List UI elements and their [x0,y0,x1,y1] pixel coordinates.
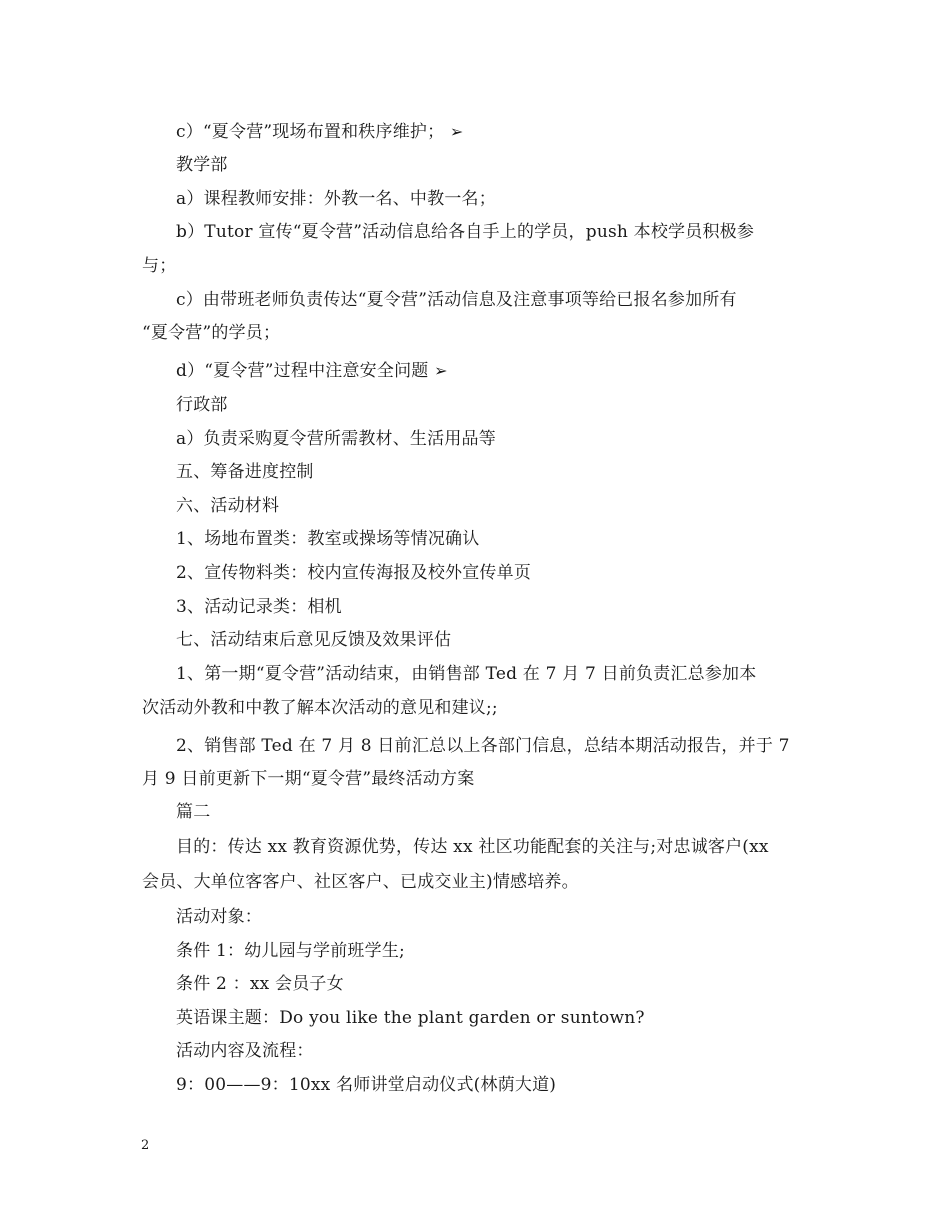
text-line: 3、活动记录类：相机 [176,597,342,617]
text-line: 2、宣传物料类：校内宣传海报及校外宣传单页 [176,563,532,583]
section-heading: 行政部 [176,395,228,415]
section-heading: 活动对象： [176,907,262,927]
text-line: c）“夏令营”现场布置和秩序维护； ➢ [176,122,464,142]
section-heading: 活动内容及流程： [176,1041,314,1061]
text-line: “夏令营”的学员； [142,323,281,343]
text-line: d）“夏令营”过程中注意安全问题 ➢ [176,361,448,381]
section-heading: 篇二 [176,802,211,822]
page-number: 2 [141,1138,150,1153]
text-line: 与； [142,256,177,276]
bullet-arrow-icon: ➢ [434,361,448,380]
text-line: c）由带班老师负责传达“夏令营”活动信息及注意事项等给已报名参加所有 [176,290,737,310]
text-line: a）负责采购夏令营所需教材、生活用品等 [176,429,496,449]
text-line: 9：00——9：10xx 名师讲堂启动仪式(林荫大道) [176,1075,557,1095]
text-line: 条件 2 ：xx 会员子女 [176,974,344,994]
text-line: 目的：传达 xx 教育资源优势，传达 xx 社区功能配套的关注与;对忠诚客户(xx [176,837,769,857]
text-line: 1、第一期“夏令营”活动结束，由销售部 Ted 在 7 月 7 日前负责汇总参加本 [176,664,757,684]
text-line: a）课程教师安排：外教一名、中教一名； [176,189,496,209]
section-heading: 教学部 [176,155,228,175]
text-line: 英语课主题：Do you like the plant garden or suntown? [176,1008,645,1028]
text-line: 次活动外教和中教了解本次活动的意见和建议;; [142,698,498,718]
section-heading: 七、活动结束后意见反馈及效果评估 [176,630,452,650]
text-line: 会员、大单位客客户、社区客户、已成交业主)情感培养。 [142,872,579,892]
text-line: 条件 1：幼儿园与学前班学生; [176,941,405,961]
section-heading: 五、筹备进度控制 [176,462,314,482]
section-heading: 六、活动材料 [176,496,280,516]
text-line: 2、销售部 Ted 在 7 月 8 日前汇总以上各部门信息，总结本期活动报告，并于 7 [176,736,790,756]
text-line: 月 9 日前更新下一期“夏令营”最终活动方案 [142,769,475,789]
bullet-arrow-icon: ➢ [449,122,464,141]
text-line: b）Tutor 宣传“夏令营”活动信息给各自手上的学员，push 本校学员积极参 [176,222,755,242]
text-line: 1、场地布置类：教室或操场等情况确认 [176,529,480,549]
